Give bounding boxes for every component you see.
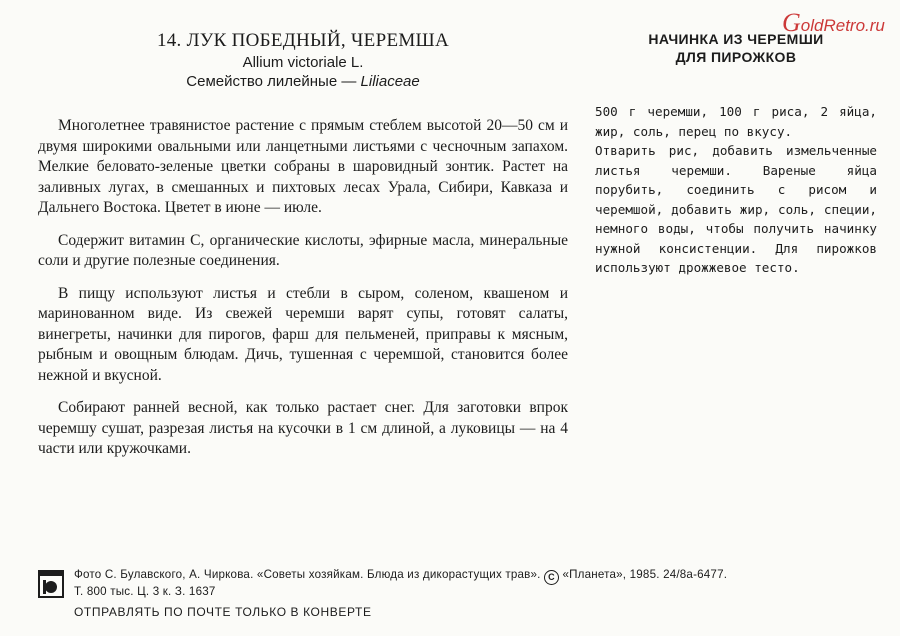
imprint-text [74,568,727,599]
recipe-column [595,30,877,278]
imprint-line2: Т. 800 тыс. Ц. 3 к. З. 1637 [74,585,216,598]
mailing-note: ОТПРАВЛЯТЬ ПО ПОЧТЕ ТОЛЬКО В КОНВЕРТЕ [74,605,372,619]
recipe-title-line1: НАЧИНКА ИЗ ЧЕРЕМШИ [648,31,824,47]
description-paragraph: Многолетнее травянистое растение с прямым стеблем высотой 20—50 см и двумя широкими овальными или ланцетными листьями с чесночным запахом. Мелкие беловато-зеленые цветки собраны в шаровидный зонтик. Растет на заливных лугах, в смешанных и пихтовых лесах Урала, Сибири, Кавказа и Дальнего Востока. Цветет в июне — июле. [38,117,568,216]
latin-name: Allium victoriale L. [242,54,364,71]
recipe-title-line2: ДЛЯ ПИРОЖКОВ [675,49,797,65]
description-paragraph: Содержит витамин С, органические кислоты, эфирные масла, минеральные соли и другие полезные соединения. [38,231,568,269]
watermark-text: oldRetro.ru [800,16,885,35]
copyright-icon: C [544,570,559,585]
family-line [38,73,568,90]
recipe-method: Отварить рис, добавить измельченные листья черемши. Вареные яйца порубить, соединить с рисом и черемшой, добавить жир, соль, специи, немного воды, чтобы получить начинку нужной консистенции. Для пирожков используют дрожжевое тесто. [595,143,877,275]
recipe-ingredients: 500 г черемши, 100 г риса, 2 яйца, жир, соль, перец по вкусу. [595,104,877,139]
description-body [38,116,568,460]
imprint-publisher: «Планета», 1985. 24/8а-6477. [562,568,728,581]
family-prefix: Семейство лилейные — [186,73,357,90]
family-latin: Liliaceae [360,73,420,90]
imprint-credits: Фото С. Булавского, А. Чиркова. «Советы хозяйкам. Блюда из дикорастущих трав». [74,568,541,581]
watermark-logo [782,8,885,38]
description-paragraph: В пищу используют листья и стебли в сыром, соленом, квашеном и маринованном виде. Из свежей черемши варят супы, готовят салаты, винегреты, начинки для пирогов, фарш для пельменей, приправы к мясным, рыбным и овощным блюдам. Дичь, тушенная с черемшой, становится более нежной и вкусной. [38,284,568,384]
plant-description-column [38,30,568,472]
recipe-body [595,102,877,278]
plant-title: 14. ЛУК ПОБЕДНЫЙ, ЧЕРЕМША [156,30,450,51]
publisher-logo-icon [38,570,64,598]
watermark-letter: G [782,8,801,37]
imprint-line1 [74,568,727,585]
plant-header [38,30,568,90]
description-paragraph: Собирают ранней весной, как только растает снег. Для заготовки впрок черемшу сушат, разрезая листья на кусочки в 1 см длиной, а луковицы — на 4 части или кружочками. [38,399,568,457]
